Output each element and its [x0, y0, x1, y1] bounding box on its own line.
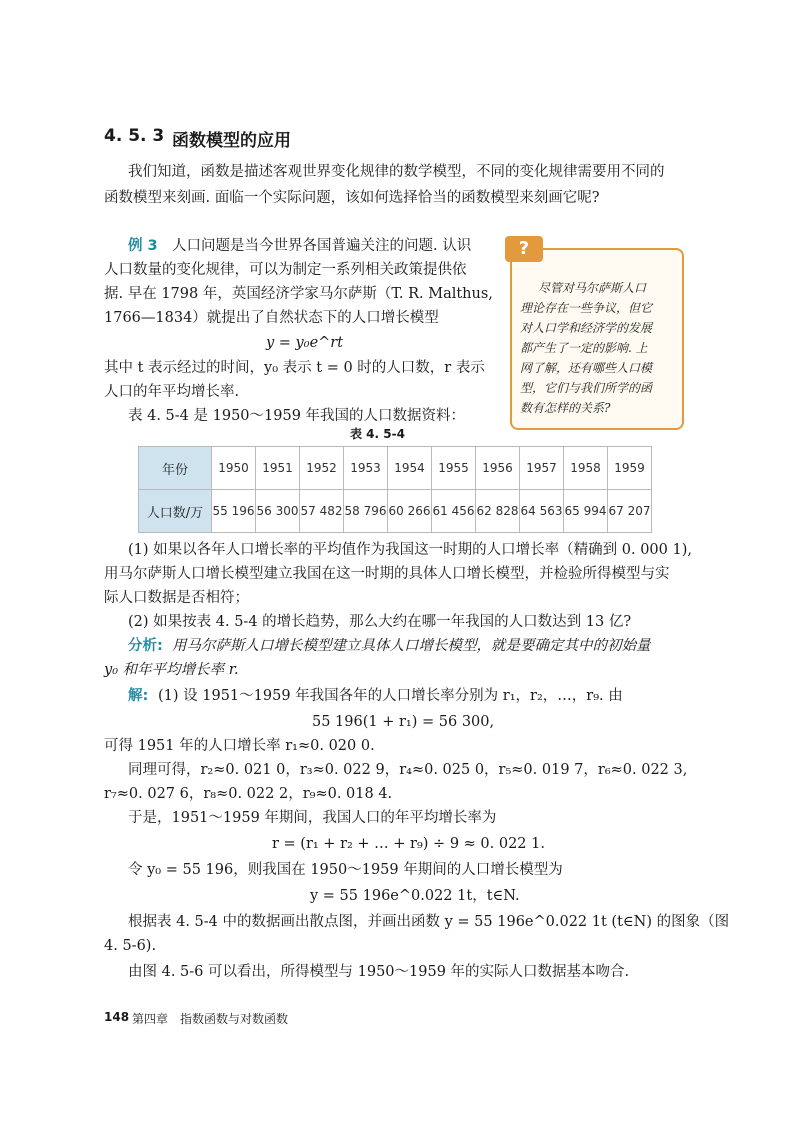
table-cell-year: 1951	[256, 447, 300, 490]
question-1-line-1: (1) 如果以各年人口增长率的平均值作为我国这一时期的人口增长率（精确到 0. 000 1),	[128, 542, 692, 558]
analysis-label: 分析:	[128, 638, 163, 654]
table-cell-year: 1954	[388, 447, 432, 490]
analysis-line-2: y₀ 和年平均增长率 r.	[104, 662, 239, 678]
question-2: (2) 如果按表 4. 5-4 的增长趋势，那么大约在哪一年我国的人口数达到 13 亿?	[128, 614, 632, 630]
solution-line-9: 由图 4. 5-6 可以看出，所得模型与 1950～1959 年的实际人口数据基本吻合.	[128, 964, 630, 980]
example-line-1: 人口问题是当今世界各国普遍关注的问题. 认识	[172, 238, 472, 254]
table-header-population: 人口数/万	[139, 490, 212, 533]
question-mark-icon: ?	[505, 236, 543, 262]
table-cell-population: 60 266	[388, 490, 432, 533]
chapter-number: 第四章	[132, 1012, 169, 1026]
intro-line-2: 函数模型来刻画. 面临一个实际问题，该如何选择恰当的函数模型来刻画它呢?	[104, 190, 600, 206]
table-cell-population: 58 796	[344, 490, 388, 533]
table-cell-population: 56 300	[256, 490, 300, 533]
table-row-years	[139, 447, 652, 490]
solution-equation-1: 55 196(1 + r₁) = 56 300,	[312, 714, 495, 730]
example-after-2: 人口的年平均增长率.	[104, 384, 240, 400]
table-cell-year: 1952	[300, 447, 344, 490]
table-cell-population: 62 828	[476, 490, 520, 533]
think-line-6: 型，它们与我们所学的函	[520, 381, 653, 395]
solution-line-7: 根据表 4. 5-4 中的数据画出散点图，并画出函数 y = 55 196e^0.022 1t (t∈N) 的图象（图	[128, 914, 730, 930]
solution-line-1: (1) 设 1951～1959 年我国各年的人口增长率分别为 r₁，r₂，…，r₉. 由	[158, 688, 623, 704]
table-row-population	[139, 490, 652, 533]
solution-line-8: 4. 5-6).	[104, 938, 157, 954]
table-header-year: 年份	[139, 447, 212, 490]
section-title: 函数模型的应用	[172, 131, 291, 151]
table-cell-population: 65 994	[564, 490, 608, 533]
malthus-model-formula: y = y₀e^rt	[266, 335, 344, 351]
table-caption: 表 4. 5-4	[350, 427, 405, 441]
analysis-line-1: 用马尔萨斯人口增长模型建立具体人口增长模型，就是要确定其中的初始量	[172, 638, 651, 654]
table-cell-population: 55 196	[212, 490, 256, 533]
solution-line-6: 令 y₀ = 55 196，则我国在 1950～1959 年期间的人口增长模型为	[128, 862, 563, 878]
table-cell-year: 1955	[432, 447, 476, 490]
table-cell-year: 1958	[564, 447, 608, 490]
example-line-3: 据. 早在 1798 年，英国经济学家马尔萨斯（T. R. Malthus,	[104, 286, 493, 302]
think-line-1: 尽管对马尔萨斯人口	[538, 281, 647, 295]
table-cell-year: 1959	[608, 447, 652, 490]
table-cell-year: 1956	[476, 447, 520, 490]
solution-label: 解:	[128, 688, 149, 704]
table-cell-year: 1957	[520, 447, 564, 490]
chapter-title: 指数函数与对数函数	[180, 1012, 289, 1026]
table-cell-year: 1953	[344, 447, 388, 490]
think-line-5: 网了解，还有哪些人口模	[520, 361, 653, 375]
intro-line-1: 我们知道，函数是描述客观世界变化规律的数学模型，不同的变化规律需要用不同的	[128, 164, 665, 180]
page-number: 148	[104, 1010, 130, 1024]
think-line-2: 理论存在一些争议，但它	[520, 301, 653, 315]
section-number: 4. 5. 3	[104, 126, 165, 146]
table-cell-population: 57 482	[300, 490, 344, 533]
population-table	[138, 446, 652, 533]
solution-line-4: r₇≈0. 027 6，r₈≈0. 022 2，r₉≈0. 018 4.	[104, 786, 393, 802]
example-line-4: 1766—1834）就提出了自然状态下的人口增长模型	[104, 310, 439, 326]
table-cell-year: 1950	[212, 447, 256, 490]
solution-equation-2: r = (r₁ + r₂ + … + r₉) ÷ 9 ≈ 0. 022 1.	[272, 836, 545, 852]
question-1-line-3: 际人口数据是否相符；	[104, 590, 249, 606]
question-1-line-2: 用马尔萨斯人口增长模型建立我国在这一时期的具体人口增长模型，并检验所得模型与实	[104, 566, 670, 582]
table-cell-population: 64 563	[520, 490, 564, 533]
example-label: 例 3	[128, 238, 158, 254]
think-line-3: 对人口学和经济学的发展	[520, 321, 653, 335]
think-line-4: 都产生了一定的影响. 上	[520, 341, 648, 355]
think-line-7: 数有怎样的关系?	[520, 401, 611, 415]
table-cell-population: 61 456	[432, 490, 476, 533]
solution-line-2: 可得 1951 年的人口增长率 r₁≈0. 020 0.	[104, 738, 375, 754]
example-after-1: 其中 t 表示经过的时间，y₀ 表示 t = 0 时的人口数，r 表示	[104, 360, 485, 376]
example-after-3: 表 4. 5-4 是 1950～1959 年我国的人口数据资料：	[128, 408, 466, 424]
solution-line-5: 于是，1951～1959 年期间，我国人口的年平均增长率为	[128, 810, 497, 826]
solution-equation-3: y = 55 196e^0.022 1t，t∈N.	[310, 888, 520, 904]
solution-line-3: 同理可得，r₂≈0. 021 0，r₃≈0. 022 9，r₄≈0. 025 0，r₅≈0. 019 7，r₆≈0. 022 3,	[128, 762, 688, 778]
example-line-2: 人口数量的变化规律，可以为制定一系列相关政策提供依	[104, 262, 467, 278]
table-cell-population: 67 207	[608, 490, 652, 533]
